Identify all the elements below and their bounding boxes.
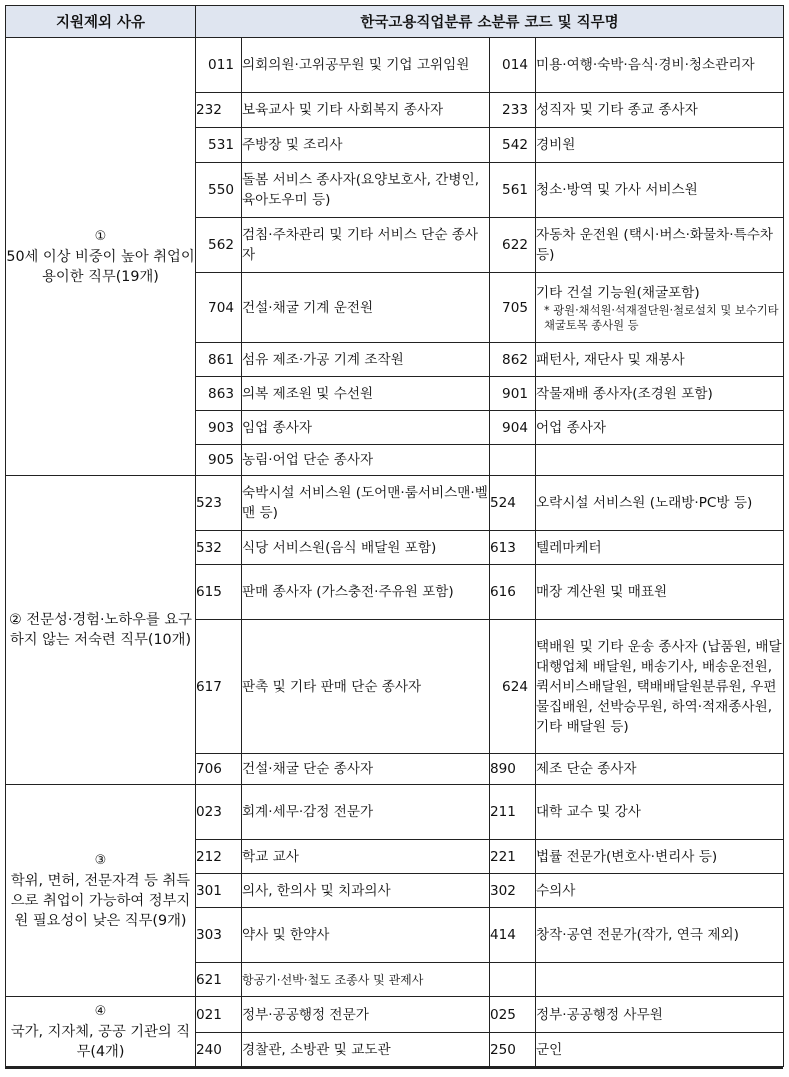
job-name-cell — [536, 445, 784, 476]
table-row — [6, 785, 784, 840]
code-cell: 211 — [490, 785, 536, 840]
code-cell: 705 — [490, 273, 536, 343]
header-reason: 지원제외 사유 — [6, 6, 196, 38]
code-cell: 233 — [490, 93, 536, 128]
code-cell: 550 — [196, 163, 242, 218]
job-name-cell: 판촉 및 기타 판매 단순 종사자 — [242, 620, 490, 754]
job-name-cell: 회계·세무·감정 전문가 — [242, 785, 490, 840]
group-1-title: 50세 이상 비중이 높아 취업이 용이한 직무(19개) — [6, 248, 195, 285]
header-classification: 한국고용직업분류 소분류 코드 및 직무명 — [196, 6, 784, 38]
code-cell: 240 — [196, 1033, 242, 1067]
header-row — [6, 6, 784, 38]
group-1-reason — [6, 38, 196, 476]
code-cell: 863 — [196, 377, 242, 411]
group-3-title: 학위, 면허, 전문자격 등 취득으로 취업이 가능하여 정부지원 필요성이 낮은 직무(9개) — [10, 872, 191, 929]
job-name-cell — [536, 273, 784, 343]
job-name-cell: 학교 교사 — [242, 840, 490, 874]
job-name-cell: 의복 제조원 및 수선원 — [242, 377, 490, 411]
job-name-cell: 매장 계산원 및 매표원 — [536, 565, 784, 620]
code-cell: 221 — [490, 840, 536, 874]
job-name-cell: 경찰관, 소방관 및 교도관 — [242, 1033, 490, 1067]
job-name-cell: 주방장 및 조리사 — [242, 128, 490, 163]
code-cell: 624 — [490, 620, 536, 754]
job-name-cell: 정부·공공행정 전문가 — [242, 997, 490, 1033]
job-name-cell: 창작·공연 전문가(작가, 연극 제외) — [536, 908, 784, 963]
code-cell: 011 — [196, 38, 242, 93]
code-cell: 301 — [196, 874, 242, 908]
group-2-title: ② 전문성·경험·노하우를 요구하지 않는 저숙련 직무(10개) — [9, 612, 192, 648]
table-row — [6, 476, 784, 531]
job-name-cell: 청소·방역 및 가사 서비스원 — [536, 163, 784, 218]
code-cell: 414 — [490, 908, 536, 963]
job-name-cell: 성직자 및 기타 종교 종사자 — [536, 93, 784, 128]
code-cell: 302 — [490, 874, 536, 908]
code-cell: 615 — [196, 565, 242, 620]
code-cell: 232 — [196, 93, 242, 128]
job-name-cell: 돌봄 서비스 종사자(요양보호사, 간병인, 육아도우미 등) — [242, 163, 490, 218]
job-name-cell: 섬유 제조·가공 기계 조작원 — [242, 343, 490, 377]
job-name-footnote: * 광원·채석원·석재절단원·철로설치 및 보수기타 채굴토목 종사원 등 — [544, 303, 779, 332]
code-cell: 890 — [490, 754, 536, 785]
code-cell: 542 — [490, 128, 536, 163]
job-name-cell: 보육교사 및 기타 사회복지 종사자 — [242, 93, 490, 128]
job-name-cell: 판매 종사자 (가스충전·주유원 포함) — [242, 565, 490, 620]
job-name-cell: 숙박시설 서비스원 (도어맨·룸서비스맨·벨맨 등) — [242, 476, 490, 531]
job-name-cell: 약사 및 한약사 — [242, 908, 490, 963]
code-cell: 613 — [490, 531, 536, 565]
job-name-cell: 법률 전문가(변호사·변리사 등) — [536, 840, 784, 874]
table-bottom-border — [5, 1066, 783, 1069]
code-cell: 622 — [490, 218, 536, 273]
job-name-cell: 건설·채굴 기계 운전원 — [242, 273, 490, 343]
job-name-cell — [536, 963, 784, 997]
code-cell: 303 — [196, 908, 242, 963]
code-cell: 523 — [196, 476, 242, 531]
job-name-cell: 검침·주차관리 및 기타 서비스 단순 종사자 — [242, 218, 490, 273]
group-4-reason — [6, 997, 196, 1067]
exclusion-table — [5, 5, 784, 1067]
code-cell: 531 — [196, 128, 242, 163]
job-name-cell: 대학 교수 및 강사 — [536, 785, 784, 840]
job-name-cell: 의회의원·고위공무원 및 기업 고위임원 — [242, 38, 490, 93]
group-4-title: 국가, 지자체, 공공 기관의 직무(4개) — [10, 1023, 191, 1060]
code-cell: 250 — [490, 1033, 536, 1067]
code-cell: 562 — [196, 218, 242, 273]
code-cell: 014 — [490, 38, 536, 93]
job-name-cell: 수의사 — [536, 874, 784, 908]
job-name-cell: 경비원 — [536, 128, 784, 163]
code-cell: 212 — [196, 840, 242, 874]
job-name-cell: 의사, 한의사 및 치과의사 — [242, 874, 490, 908]
code-cell: 904 — [490, 411, 536, 445]
group-2-reason — [6, 476, 196, 785]
code-cell: 862 — [490, 343, 536, 377]
job-name-cell: 건설·채굴 단순 종사자 — [242, 754, 490, 785]
job-name-cell: 농림·어업 단순 종사자 — [242, 445, 490, 476]
job-name-cell: 정부·공공행정 사무원 — [536, 997, 784, 1033]
code-cell: 706 — [196, 754, 242, 785]
group-4-number: ④ — [94, 1003, 107, 1019]
job-name-cell: 어업 종사자 — [536, 411, 784, 445]
code-cell: 524 — [490, 476, 536, 531]
job-name-cell: 택배원 및 기타 운송 종사자 (납품원, 배달대행업체 배달원, 배송기사, 배송운전원, 퀵서비스배달원, 택배배달원분류원, 우편물집배원, 선박승무원, 하역·적재종사원, 기타 배달원 등) — [536, 620, 784, 754]
job-name-cell: 오락시설 서비스원 (노래방·PC방 등) — [536, 476, 784, 531]
job-name-text: 기타 건설 기능원(채굴포함) — [536, 284, 700, 301]
code-cell: 901 — [490, 377, 536, 411]
code-cell: 704 — [196, 273, 242, 343]
job-name-cell: 작물재배 종사자(조경원 포함) — [536, 377, 784, 411]
code-cell: 861 — [196, 343, 242, 377]
code-cell: 616 — [490, 565, 536, 620]
code-cell: 025 — [490, 997, 536, 1033]
job-name-cell: 항공기·선박·철도 조종사 및 관제사 — [242, 963, 490, 997]
job-name-cell: 식당 서비스원(음식 배달원 포함) — [242, 531, 490, 565]
group-3-reason — [6, 785, 196, 997]
job-name-cell: 자동차 운전원 (택시·버스·화물차·특수차 등) — [536, 218, 784, 273]
code-cell — [490, 445, 536, 476]
code-cell: 621 — [196, 963, 242, 997]
group-1-number: ① — [94, 228, 107, 244]
job-name-cell: 제조 단순 종사자 — [536, 754, 784, 785]
code-cell: 905 — [196, 445, 242, 476]
code-cell: 021 — [196, 997, 242, 1033]
table-row — [6, 38, 784, 93]
code-cell: 532 — [196, 531, 242, 565]
job-name-cell: 임업 종사자 — [242, 411, 490, 445]
job-name-cell: 군인 — [536, 1033, 784, 1067]
group-3-number: ③ — [94, 852, 107, 868]
code-cell: 903 — [196, 411, 242, 445]
code-cell: 617 — [196, 620, 242, 754]
code-cell — [490, 963, 536, 997]
code-cell: 023 — [196, 785, 242, 840]
job-name-cell: 미용·여행·숙박·음식·경비·청소관리자 — [536, 38, 784, 93]
code-cell: 561 — [490, 163, 536, 218]
table-row — [6, 997, 784, 1033]
job-name-cell: 패턴사, 재단사 및 재봉사 — [536, 343, 784, 377]
job-name-cell: 텔레마케터 — [536, 531, 784, 565]
